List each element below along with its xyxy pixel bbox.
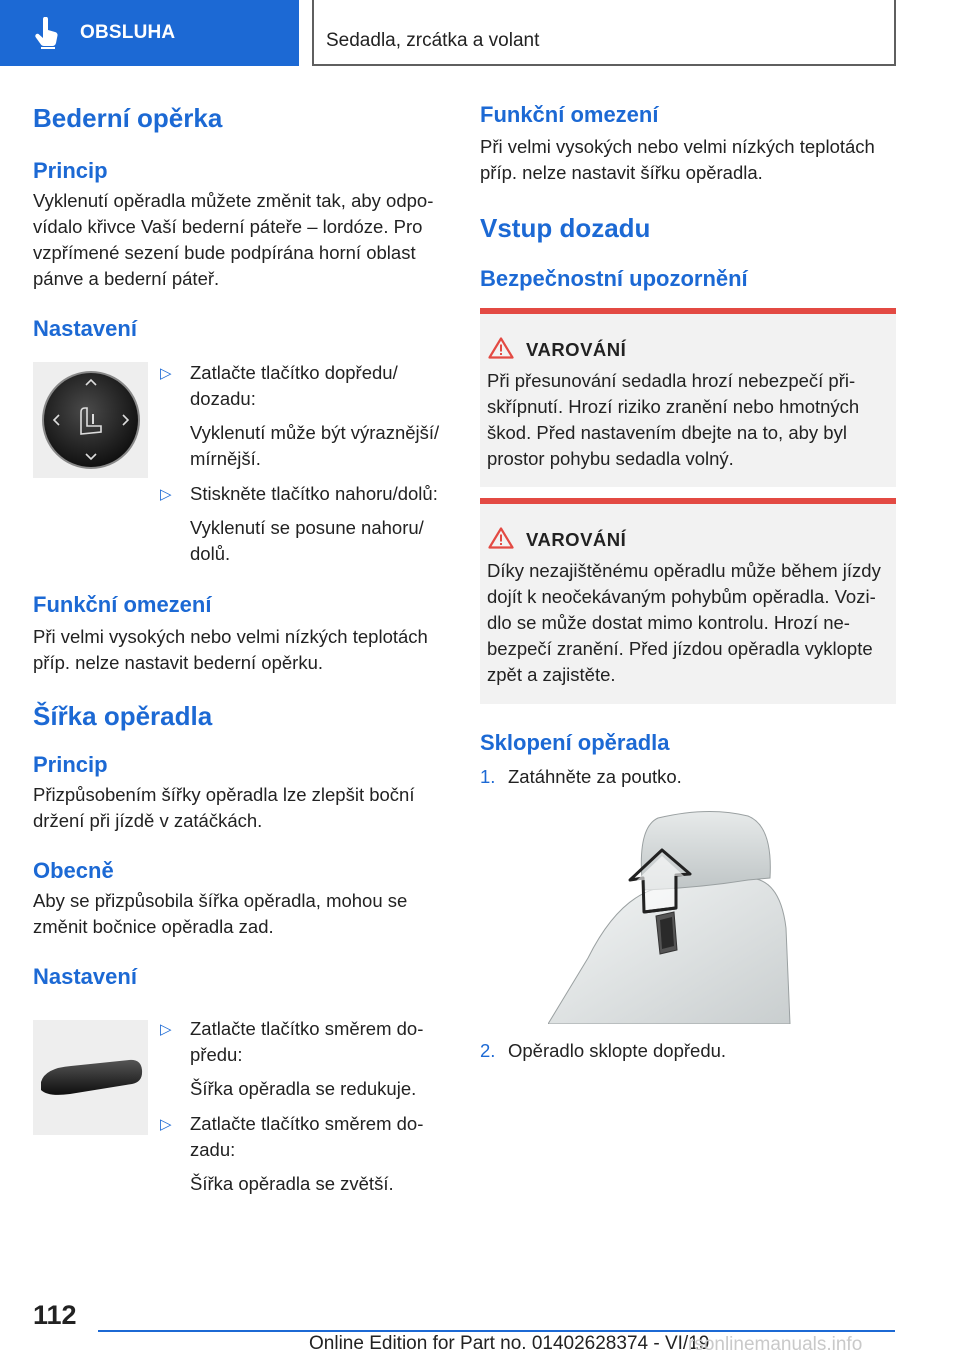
triangle-bullet-icon: ▷	[160, 1116, 172, 1133]
list-item: ▷ Zatlačte tlačítko dopředu/ dozadu:	[160, 362, 398, 409]
warning-text: Při přesunování sedadla hrozí nebezpečí přiskřípnutí. Hrozí riziko zranění nebo hmotných škod. Před nastavením dbejte na to, aby byl prostor pohybu sedadla volný.	[487, 370, 860, 469]
step-item	[480, 1038, 726, 1064]
triangle-bullet-icon: ▷	[160, 486, 172, 503]
list-item-result: Vyklenutí se posune nahoru/ dolů.	[190, 517, 424, 564]
warning-title: VAROVÁNÍ	[526, 339, 627, 360]
right-column	[480, 100, 896, 294]
triangle-bullet-icon: ▷	[160, 365, 172, 382]
section-header	[312, 0, 896, 66]
width-limits-heading: Funkční omezení	[480, 102, 659, 127]
seat-backrest-image	[548, 808, 791, 1024]
width-limits-text: Při velmi vysokých nebo velmi nízkých teplotách příp. nelze nastavit šířku opěradla.	[480, 136, 875, 183]
safety-heading: Bezpečnostní upozornění	[480, 266, 748, 291]
lumbar-principle-text: Vyklenutí opěradla můžete změnit tak, aby odpovídalo křivce Vaší bederní páteře – lordóze. Pro vzpřímené sezení bude podpírána horní oblast pánve a bederní páteř.	[33, 190, 434, 289]
section-title: Sedadla, zrcátka a volant	[326, 30, 540, 51]
triangle-bullet-icon: ▷	[160, 1021, 172, 1038]
list-item: ▷ Zatlačte tlačítko směrem dopředu:	[160, 1018, 424, 1065]
list-item-result: Vyklenutí může být výraznější/ mírnější.	[190, 422, 440, 469]
width-general-heading: Obecně	[33, 858, 114, 883]
left-column	[33, 100, 448, 344]
lumbar-setting-heading: Nastavení	[33, 316, 137, 341]
width-general-text: Aby se přizpůsobila šířka opěradla, mohou se změnit bočnice opěradla zad.	[33, 890, 408, 937]
warning-text: Díky nezajištěnému opěradlu může během jízdy dojít k neočekávaným pohybům opěradla. Vozidlo se může dostat mimo kontrolu. Hrozí nebezpečí zranění. Před jízdou opěradla vyklopte zpět a zajistěte.	[487, 560, 881, 685]
step-number: 1.	[480, 766, 496, 787]
width-bullet-list	[160, 1016, 450, 1197]
footer-divider	[98, 1330, 895, 1332]
width-setting-heading: Nastavení	[33, 964, 137, 989]
list-item-result: Šířka opěradla se redukuje.	[190, 1078, 417, 1099]
page-number: 112	[33, 1300, 77, 1330]
lumbar-heading: Bederní opěrka	[33, 103, 223, 133]
step-item	[480, 764, 682, 790]
left-column-lower	[33, 590, 448, 992]
width-heading: Šířka opěradla	[33, 701, 213, 731]
lumbar-bullet-list	[160, 360, 450, 567]
chapter-label: OBSLUHA	[80, 22, 176, 43]
width-switch-image	[33, 1020, 148, 1135]
lumbar-principle-heading: Princip	[33, 158, 108, 183]
warning-triangle-icon	[488, 337, 514, 364]
warning-title: VAROVÁNÍ	[526, 529, 627, 550]
fold-heading: Sklopení opěradla	[480, 730, 670, 755]
warning-box	[480, 498, 896, 704]
width-principle-heading: Princip	[33, 752, 108, 777]
edition-text: Online Edition for Part no. 01402628374 - VI/19	[309, 1333, 710, 1354]
step-text: Opěradlo sklopte dopředu.	[508, 1040, 727, 1061]
lumbar-limits-text: Při velmi vysokých nebo velmi nízkých teplotách příp. nelze nastavit bederní opěrku.	[33, 626, 428, 673]
width-principle-text: Přizpůsobením šířky opěradla lze zlepšit boční držení při jízdě v zatáčkách.	[33, 784, 415, 831]
step-number: 2.	[480, 1040, 496, 1061]
lumbar-limits-heading: Funkční omezení	[33, 592, 212, 617]
warning-box	[480, 308, 896, 487]
hand-pointer-icon	[34, 16, 64, 50]
warning-triangle-icon	[488, 527, 514, 554]
lumbar-switch-image	[33, 362, 148, 478]
list-item: ▷ Zatlačte tlačítko směrem dozadu:	[160, 1113, 424, 1160]
step-text: Zatáhněte za poutko.	[508, 766, 682, 787]
watermark: rsonlinemanuals.info	[688, 1334, 863, 1355]
chapter-tab	[0, 0, 299, 66]
list-item: ▷ Stiskněte tlačítko nahoru/dolů:	[160, 481, 450, 507]
list-item-result: Šířka opěradla se zvětší.	[190, 1173, 394, 1194]
rear-entry-heading: Vstup dozadu	[480, 213, 651, 243]
